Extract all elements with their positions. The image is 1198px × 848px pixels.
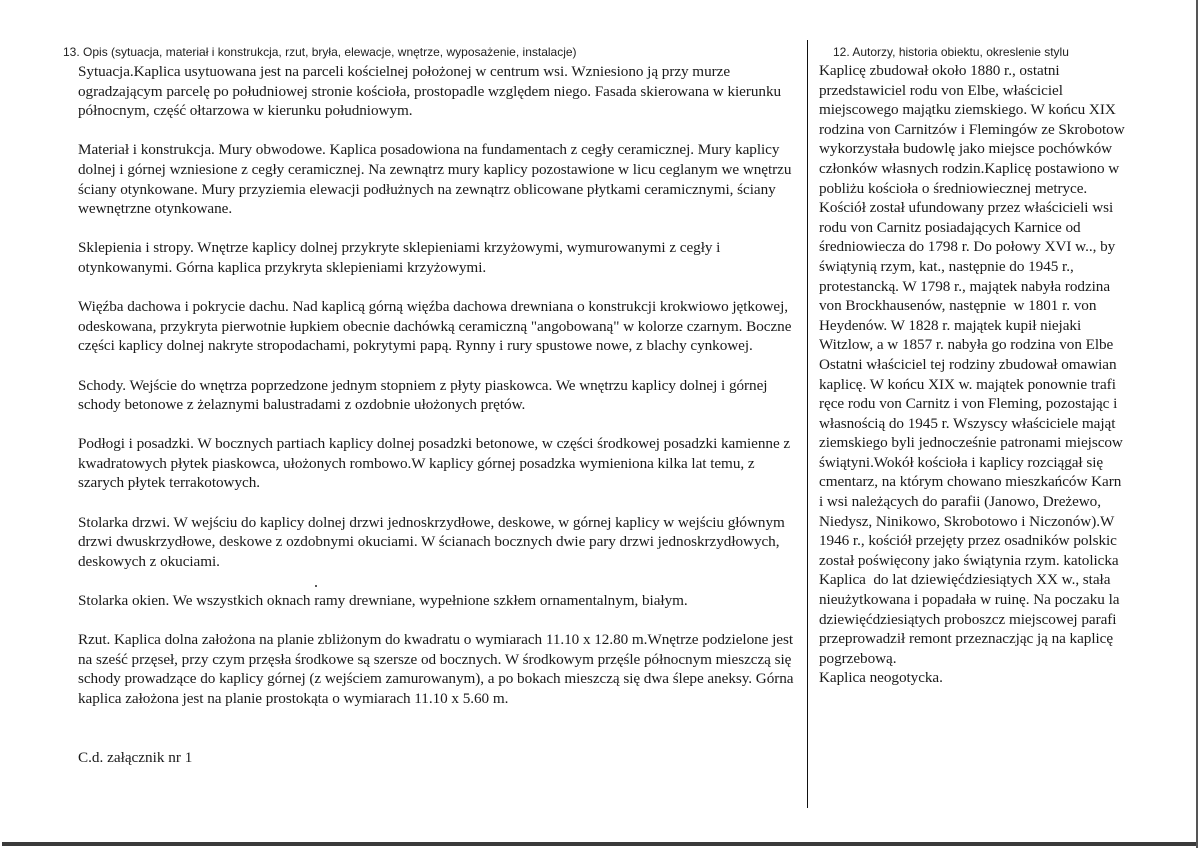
history-text bbox=[819, 61, 1141, 688]
history-line: protestancką. W 1798 r., majątek nabyła rodzina bbox=[819, 277, 1111, 295]
history-line: Kaplica do lat dziewięćdziesiątych XX w., stała bbox=[819, 571, 1111, 589]
history-line: świątyni.Wokół kościoła i kaplicy rozciągał się bbox=[819, 453, 1104, 471]
description-section bbox=[63, 44, 798, 728]
stray-dot bbox=[315, 585, 317, 587]
history-line: rodzina von Carnitzów i Flemingów ze Skrobotow bbox=[819, 120, 1125, 138]
history-line: von Brockhausenów, następnie w 1801 r. von bbox=[819, 297, 1097, 315]
history-line: został poświęcony jako świątynia rzym. katolicka bbox=[819, 551, 1119, 569]
history-line: nieużytkowana i popadała w ruinę. Na poczaku la bbox=[819, 591, 1120, 609]
history-line: Kościół został ufundowany przez właścicieli wsi bbox=[819, 199, 1114, 217]
history-header: 12. Autorzy, historia obiektu, okreslenie stylu bbox=[833, 45, 1069, 59]
history-line: wykorzystała budowlę jako miejsce pochówków bbox=[819, 140, 1113, 158]
history-line: 1946 r., kościół przejęty przez osadników polskic bbox=[819, 532, 1117, 550]
history-line: członków własnych rodzin.Kaplicę postawiono w bbox=[819, 159, 1120, 177]
paragraph-podlogi: Podłogi i posadzki. W bocznych partiach kaplicy dolnej posadzki betonowe, w części środkowej posadzki kamienne z kwadratowych płytek piaskowca, ułożonych rombowo.W kaplicy górnej posadzka wymieniona kilka lat temu, z szarych płytek terrakotowych. bbox=[78, 435, 791, 492]
history-line: dziewięćdziesiątych proboszcz miejscowej parafi bbox=[819, 610, 1117, 628]
paragraph-material: Materiał i konstrukcja. Mury obwodowe. Kaplica posadowiona na fundamentach z cegły ceramicznej. Mury kaplicy dolnej i górnej wzniesione z cegły ceramicznej. Na zewnątrz mury kaplicy pozostawione w licu ceglanym we wnętrzu ściany otynkowane. Mury przyziemia elewacji podłużnych na zewnątrz oblicowane płytkami ceramicznymi, ściany wewnętrzne otynkowane. bbox=[78, 141, 792, 218]
history-line: Niedysz, Ninikowo, Skrobotowo i Niczonów).W bbox=[819, 512, 1115, 530]
history-line: pogrzebową. bbox=[819, 649, 897, 667]
history-line: średniowiecza do 1798 r. Do połowy XVI w.., by bbox=[819, 238, 1116, 256]
history-line: przedstawiciel rodu von Elbe, właściciel bbox=[819, 81, 1063, 99]
paragraph-sytuacja: Sytuacja.Kaplica usytuowana jest na parceli kościelnej położonej w centrum wsi. Wzniesiono ją przy murze ogradzającym parcelę po południowej stronie kościoła, prostopadle względem niego. Fasada skierowana w kierunku północnym, część ołtarzowa w kierunku południowym. bbox=[78, 63, 782, 120]
description-header: 13. Opis (sytuacja, materiał i konstrukcja, rzut, bryła, elewacje, wnętrze, wyposażenie, instalacje) bbox=[63, 45, 577, 59]
history-line: Heydenów. W 1828 r. majątek kupił niejaki bbox=[819, 316, 1082, 334]
history-line: ręce rodu von Carnitz i von Fleming, pozostając i bbox=[819, 395, 1118, 413]
history-line: i wsi należących do parafii (Janowo, Dreżewo, bbox=[819, 493, 1101, 511]
history-line: Kaplicę zbudował około 1880 r., ostatni bbox=[819, 62, 1060, 79]
history-line: przeprowadził remont przeznaczjąc ją na kaplicę bbox=[819, 630, 1114, 648]
history-section bbox=[819, 44, 1141, 688]
history-line: Kaplica neogotycka. bbox=[819, 669, 943, 687]
history-line: kaplicę. W końcu XIX w. majątek ponownie trafi bbox=[819, 375, 1116, 393]
paragraph-stolarka-drzwi: Stolarka drzwi. W wejściu do kaplicy dolnej drzwi jednoskrzydłowe, deskowe, w górnej kaplicy w wejściu głównym drzwi dwuskrzydłowe, deskowe z ozdobnymi okuciami. W ścianach bocznych dwie pary drzwi jednoskrzydłowych, deskowych z okuciami. bbox=[78, 513, 785, 570]
column-divider bbox=[807, 40, 808, 808]
history-line: pobliżu kościoła o średniowiecznej metryce. bbox=[819, 179, 1088, 197]
history-line: Witzlow, a w 1857 r. nabyła go rodzina von Elbe bbox=[819, 336, 1114, 354]
paragraph-schody: Schody. Wejście do wnętrza poprzedzone jednym stopniem z płyty piaskowca. We wnętrzu kaplicy dolnej i górnej schody betonowe z żelaznymi balustradami z ozdobnie ułożonych prętów. bbox=[78, 376, 768, 414]
paragraph-rzut: Rzut. Kaplica dolna założona na planie zbliżonym do kwadratu o wymiarach 11.10 x 12.80 m.Wnętrze podzielone jest na sześć przęseł, przy czym przęsła środkowe są szersze od bocznych. W środkowym przęśle północnym mieszczą się schody prowadzące do kaplicy górnej (z wejściem zamurowanym), a po bokach mieszczą się dwa ślepe aneksy. Górna kaplica założona jest na planie prostokąta o wymiarach 11.10 x 5.60 m. bbox=[78, 631, 794, 707]
history-line: świątynią rzym, kat., następnie do 1945 r., bbox=[819, 257, 1074, 275]
paragraph-stolarka-okien: Stolarka okien. We wszystkich oknach ramy drewniane, wypełnione szkłem ornamentalnym, białym. bbox=[78, 592, 688, 610]
paragraph-sklepienia: Sklepienia i stropy. Wnętrze kaplicy dolnej przykryte sklepieniami krzyżowymi, wymurowanymi z cegły i otynkowanymi. Górna kaplica przykryta sklepieniami krzyżowymi. bbox=[78, 239, 721, 276]
history-line: miejscowego majątku ziemskiego. W końcu XIX bbox=[819, 101, 1116, 119]
footer-attachment-note: C.d. załącznik nr 1 bbox=[78, 749, 193, 766]
scan-edge-bottom bbox=[2, 842, 1196, 846]
history-line: ziemskiego byli jednocześnie patronami miejscow bbox=[819, 434, 1123, 452]
history-line: Ostatni właściciel tej rodziny zbudował omawian bbox=[819, 355, 1117, 373]
history-line: własnością do 1945 r. Wszyscy właściciele mająt bbox=[819, 414, 1116, 432]
paragraph-wiezba: Więźba dachowa i pokrycie dachu. Nad kaplicą górną więźba dachowa drewniana o konstrukcji krokwiowo jętkowej, odeskowana, przykryta pierwotnie łupkiem obecnie dachówką ceramiczną "angobowaną" w kolorze czarnym. Boczne części kaplicy dolnej nakryte stropodachami, pokrytymi papą. Rynny i rury spustowe nowe, z blachy cynkowej. bbox=[78, 298, 792, 355]
history-line: cmentarz, na którym chowano mieszkańców Karn bbox=[819, 473, 1122, 491]
history-line: rodu von Carnitz posiadających Karnice od bbox=[819, 218, 1081, 236]
